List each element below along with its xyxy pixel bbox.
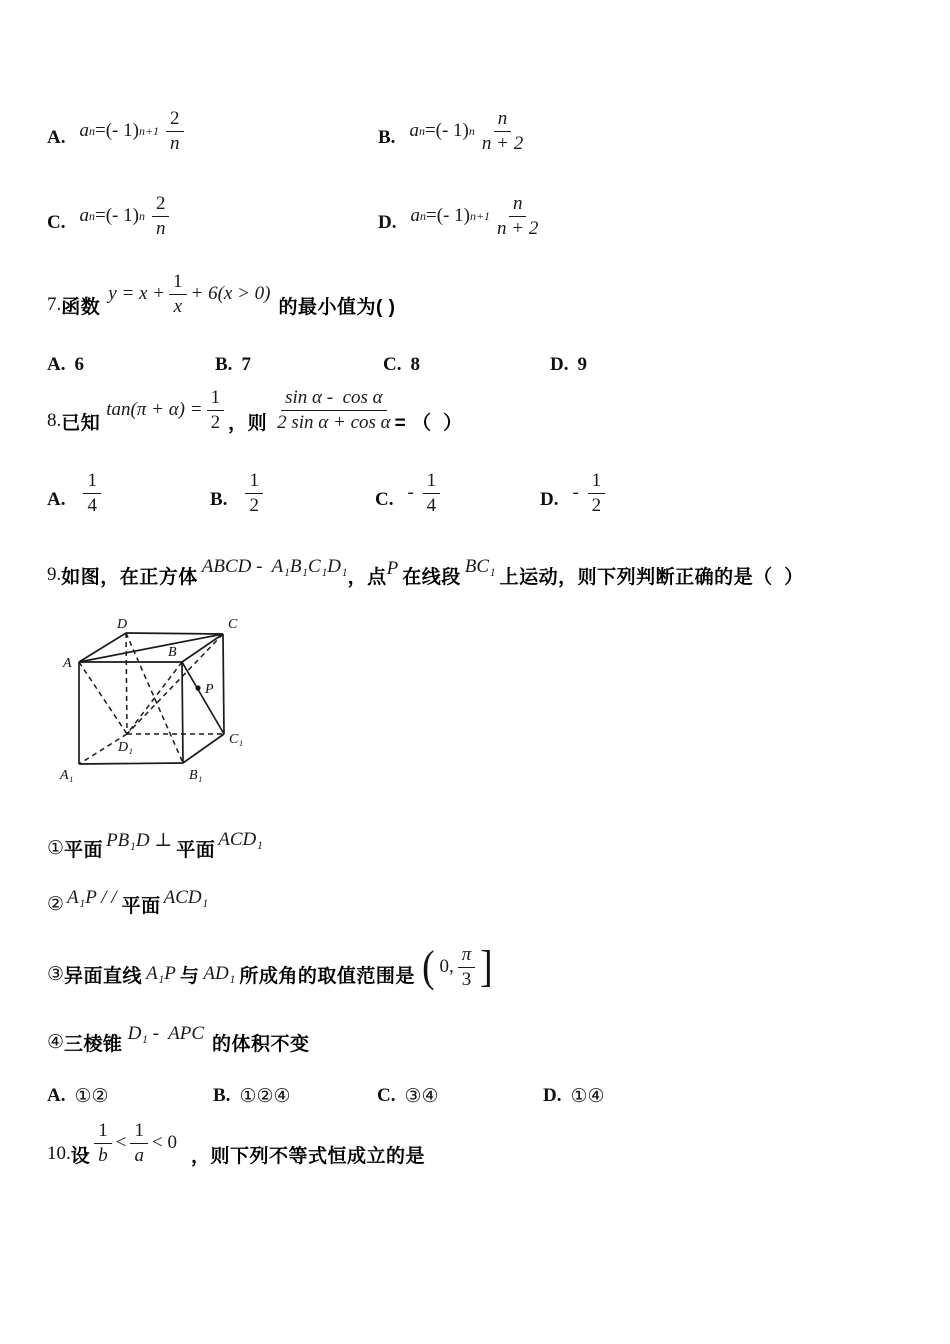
- option-label: A.: [47, 127, 66, 148]
- fraction: $\frac{n}{n + 2}$: [497, 192, 539, 239]
- q7-option-b: B. 7: [215, 354, 251, 375]
- fraction: $\frac{2}{n}$: [166, 108, 184, 155]
- q6-option-a: [47, 103, 188, 159]
- formula-var: a: [79, 120, 89, 141]
- q6-option-d: [378, 188, 542, 244]
- formula-sub: n: [88, 208, 95, 223]
- cube-figure: [55, 612, 270, 797]
- vertex-label-d1: D₁: [118, 740, 133, 755]
- formula-exp: n: [468, 123, 475, 138]
- statement-number: ②: [47, 893, 65, 915]
- formula-exp: n: [138, 208, 145, 223]
- formula-exp: n+1: [138, 123, 160, 138]
- q6-option-b: [378, 103, 527, 159]
- q9-option-a: A. ①②: [47, 1085, 109, 1107]
- question-text: ，点: [347, 566, 387, 588]
- formula-exp: n+1: [469, 208, 491, 223]
- formula-sub: n: [418, 123, 425, 138]
- fraction: $\frac{\pi}{3}$: [458, 944, 476, 991]
- question-text: 已知: [61, 412, 101, 434]
- option-label: D.: [378, 212, 397, 233]
- formula-part: + 6(x > 0): [190, 283, 271, 304]
- fraction: $\frac{\text{sin α - cos α}}{\text{2 sin α + cos α}}$: [277, 386, 391, 433]
- vertex-label-c: C: [228, 617, 238, 632]
- question-10: 10. 设 $\frac{1}{b}$ < $\frac{1}{a}$ < 0 ，则下列不等式恒成立的是: [47, 1119, 425, 1167]
- q8-option-a: A. $\frac{1}{4}$: [47, 465, 105, 521]
- formula-part: tan(π + α) =: [106, 399, 203, 420]
- q9-statement-3: ③ 异面直线 A₁P 与 AD₁ 所成角的取值范围是 ( 0, $\frac{\pi}{3}$ ]: [47, 942, 493, 991]
- q9-statement-2: ② A₁P / / 平面 ACD₁: [47, 887, 209, 917]
- statement-number: ③: [47, 963, 65, 985]
- q7-option-a: A. 6: [47, 354, 84, 375]
- formula-eq: =(- 1): [94, 120, 139, 141]
- question-8: [47, 385, 463, 435]
- formula-eq: =(- 1): [424, 120, 469, 141]
- vertex-label-c1: C₁: [229, 732, 244, 747]
- fraction: $\frac{1}{a}$: [130, 1120, 148, 1167]
- q9-option-c: C. ③④: [377, 1085, 439, 1107]
- q8-option-d: D. - $\frac{1}{2}$: [540, 465, 609, 521]
- question-text: ，则下列不等式恒成立的是: [190, 1145, 425, 1167]
- q9-option-b: B. ①②④: [213, 1085, 291, 1107]
- question-number: 9.: [47, 564, 62, 585]
- fraction: $\frac{1}{x}$: [169, 271, 187, 318]
- fraction: $\frac{1}{4}$: [83, 470, 101, 517]
- fraction: $\frac{1}{b}$: [94, 1120, 112, 1167]
- question-text: = （ ）: [394, 412, 463, 434]
- question-number: 7.: [47, 294, 62, 315]
- vertex-label-p: P: [205, 682, 214, 697]
- vertex-label-b: B: [168, 645, 177, 660]
- q8-option-b: B. $\frac{1}{2}$: [210, 465, 267, 521]
- statement-number: ④: [47, 1031, 65, 1053]
- q9-option-d: D. ①④: [543, 1085, 605, 1107]
- formula-eq: =(- 1): [94, 205, 139, 226]
- segment-name: BC₁: [464, 556, 496, 577]
- formula-sub: n: [419, 208, 426, 223]
- question-text: ，则: [228, 412, 268, 434]
- point-p: P: [386, 558, 399, 579]
- q9-statement-1: ① 平面 PB₁D ⊥ 平面 ACD₁: [47, 829, 263, 861]
- fraction: $\frac{1}{4}$: [423, 470, 441, 517]
- statement-number: ①: [47, 837, 65, 859]
- question-7: [47, 270, 395, 318]
- question-text: 函数: [61, 296, 101, 318]
- fraction: $\frac{1}{2}$: [588, 470, 606, 517]
- point-p-dot: [195, 685, 200, 690]
- fraction: $\frac{1}{2}$: [245, 470, 263, 517]
- vertex-label-a1: A₁: [60, 768, 74, 783]
- vertex-label-a: A: [63, 656, 72, 671]
- question-text: 上运动，则下列判断正确的是（ ）: [499, 566, 804, 588]
- formula-var: a: [79, 205, 89, 226]
- fraction: $\frac{1}{2}$: [207, 387, 225, 434]
- formula-var: a: [410, 205, 420, 226]
- interval-open-paren: (: [421, 942, 435, 991]
- vertex-label-d: D: [117, 617, 128, 632]
- interval-close-bracket: ]: [480, 942, 493, 991]
- option-label: B.: [378, 127, 396, 148]
- question-text: 的最小值为( ): [278, 296, 396, 318]
- q6-option-c: [47, 188, 173, 244]
- question-number: 8.: [47, 410, 62, 431]
- cube-name: ABCD - A₁B₁C₁D₁: [201, 556, 348, 577]
- question-number: 10.: [47, 1143, 71, 1164]
- q9-statement-4: ④ 三棱锥 D₁ - APC 的体积不变: [47, 1023, 310, 1055]
- question-text: 在线段: [402, 566, 461, 588]
- question-text: 设: [70, 1145, 91, 1167]
- formula-var: a: [409, 120, 419, 141]
- question-9: [47, 556, 804, 594]
- fraction: $\frac{n}{n + 2}$: [481, 107, 524, 154]
- q7-option-c: C. 8: [383, 354, 420, 375]
- formula-part: y = x +: [108, 283, 166, 304]
- q8-option-c: C. - $\frac{1}{4}$: [375, 465, 444, 521]
- question-text: 如图，在正方体: [61, 566, 198, 588]
- q7-option-d: D. 9: [550, 354, 587, 375]
- vertex-label-b1: B₁: [189, 768, 203, 783]
- formula-sub: n: [88, 123, 95, 138]
- option-label: C.: [47, 212, 66, 233]
- fraction: $\frac{2}{n}$: [152, 193, 170, 240]
- formula-eq: =(- 1): [425, 205, 470, 226]
